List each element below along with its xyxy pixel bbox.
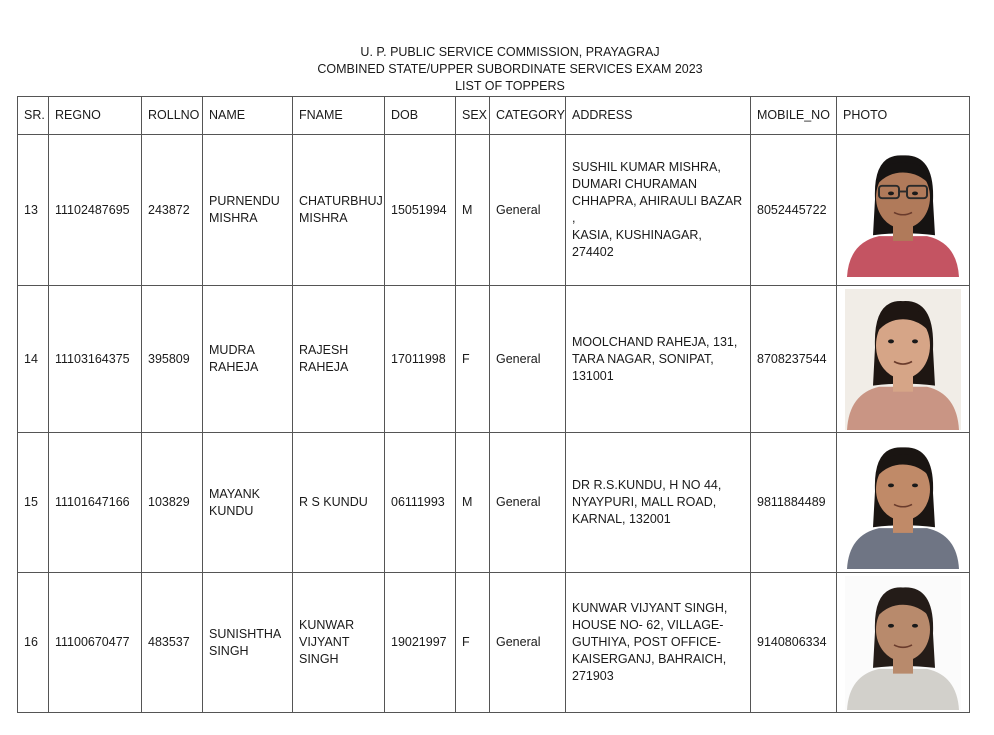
table-body <box>18 135 970 713</box>
cell-fname: KUNWAR VIJYANT SINGH <box>293 573 385 713</box>
cell-photo <box>837 433 970 573</box>
person-photo-icon <box>845 144 961 277</box>
cell-address: KUNWAR VIJYANT SINGH, HOUSE NO- 62, VILLAGE- GUTHIYA, POST OFFICE- KAISERGANJ, BAHRAICH, 271903 <box>566 573 751 713</box>
exam-title: COMBINED STATE/UPPER SUBORDINATE SERVICES EXAM 2023 <box>317 62 703 76</box>
cell-dob: 19021997 <box>385 573 456 713</box>
cell-fname: RAJESH RAHEJA <box>293 286 385 433</box>
cell-sex: F <box>456 286 490 433</box>
table-row <box>18 573 970 713</box>
col-header-sr: SR. <box>18 97 49 135</box>
col-header-category: CATEGORY <box>490 97 566 135</box>
cell-name: MUDRA RAHEJA <box>203 286 293 433</box>
cell-mobile: 9811884489 <box>751 433 837 573</box>
header-row <box>18 97 970 135</box>
cell-sr: 16 <box>18 573 49 713</box>
cell-rollno: 103829 <box>142 433 203 573</box>
col-header-name: NAME <box>203 97 293 135</box>
table-row <box>18 135 970 286</box>
col-header-mobile: MOBILE_NO <box>751 97 837 135</box>
cell-photo <box>837 135 970 286</box>
cell-sr: 15 <box>18 433 49 573</box>
candidate-photo <box>845 576 961 710</box>
cell-category: General <box>490 286 566 433</box>
cell-mobile: 8052445722 <box>751 135 837 286</box>
col-header-fname: FNAME <box>293 97 385 135</box>
table-row <box>18 286 970 433</box>
cell-regno: 11103164375 <box>49 286 142 433</box>
cell-rollno: 395809 <box>142 286 203 433</box>
cell-mobile: 9140806334 <box>751 573 837 713</box>
cell-address: DR R.S.KUNDU, H NO 44, NYAYPURI, MALL ROAD, KARNAL, 132001 <box>566 433 751 573</box>
person-photo-icon <box>845 436 961 569</box>
cell-mobile: 8708237544 <box>751 286 837 433</box>
col-header-regno: REGNO <box>49 97 142 135</box>
cell-regno: 11100670477 <box>49 573 142 713</box>
cell-address: MOOLCHAND RAHEJA, 131, TARA NAGAR, SONIPAT, 131001 <box>566 286 751 433</box>
cell-category: General <box>490 433 566 573</box>
candidate-photo <box>845 289 961 430</box>
cell-dob: 15051994 <box>385 135 456 286</box>
cell-fname: R S KUNDU <box>293 433 385 573</box>
cell-regno: 11101647166 <box>49 433 142 573</box>
table-row <box>18 433 970 573</box>
toppers-table <box>17 96 970 713</box>
cell-address: SUSHIL KUMAR MISHRA, DUMARI CHURAMAN CHHAPRA, AHIRAULI BAZAR , KASIA, KUSHINAGAR, 274402 <box>566 135 751 286</box>
cell-name: PURNENDU MISHRA <box>203 135 293 286</box>
cell-name: SUNISHTHA SINGH <box>203 573 293 713</box>
cell-category: General <box>490 573 566 713</box>
candidate-photo <box>845 436 961 569</box>
cell-photo <box>837 286 970 433</box>
cell-sr: 13 <box>18 135 49 286</box>
person-photo-icon <box>845 289 961 430</box>
cell-dob: 06111993 <box>385 433 456 573</box>
cell-sex: F <box>456 573 490 713</box>
cell-name: MAYANK KUNDU <box>203 433 293 573</box>
col-header-photo: PHOTO <box>837 97 970 135</box>
list-title: LIST OF TOPPERS <box>455 79 565 93</box>
document-header <box>0 44 994 95</box>
col-header-sex: SEX <box>456 97 490 135</box>
cell-fname: CHATURBHUJ MISHRA <box>293 135 385 286</box>
cell-dob: 17011998 <box>385 286 456 433</box>
table-header <box>18 97 970 135</box>
cell-sex: M <box>456 433 490 573</box>
cell-sex: M <box>456 135 490 286</box>
person-photo-icon <box>845 576 961 710</box>
cell-rollno: 483537 <box>142 573 203 713</box>
cell-rollno: 243872 <box>142 135 203 286</box>
col-header-rollno: ROLLNO <box>142 97 203 135</box>
cell-category: General <box>490 135 566 286</box>
candidate-photo <box>845 144 961 277</box>
cell-regno: 11102487695 <box>49 135 142 286</box>
col-header-address: ADDRESS <box>566 97 751 135</box>
commission-title: U. P. PUBLIC SERVICE COMMISSION, PRAYAGRAJ <box>360 45 660 59</box>
col-header-dob: DOB <box>385 97 456 135</box>
cell-sr: 14 <box>18 286 49 433</box>
cell-photo <box>837 573 970 713</box>
